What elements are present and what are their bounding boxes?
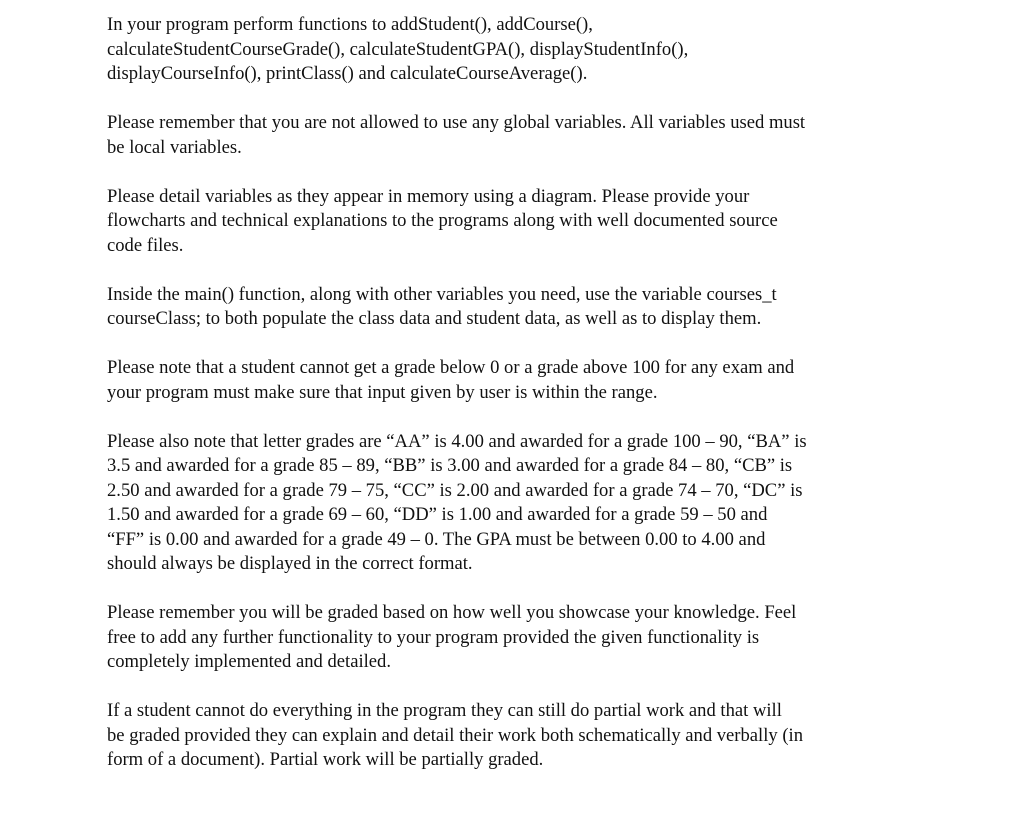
text-line: 2.50 and awarded for a grade 79 – 75, “CC” is 2.00 and awarded for a grade 74 – 70, “DC” is bbox=[107, 479, 803, 501]
text-line: free to add any further functionality to your program provided the given functionality is bbox=[107, 626, 760, 648]
text-line: Please note that a student cannot get a grade below 0 or a grade above 100 for any exam and bbox=[107, 357, 795, 378]
text-line: calculateStudentCourseGrade(), calculateStudentGPA(), displayStudentInfo(), bbox=[107, 38, 689, 60]
text-line: should always be displayed in the correct format. bbox=[107, 553, 473, 574]
text-line: If a student cannot do everything in the program they can still do partial work and that will bbox=[107, 700, 782, 721]
text-line: flowcharts and technical explanations to the programs along with well documented source bbox=[107, 210, 778, 231]
text-line: completely implemented and detailed. bbox=[107, 651, 391, 672]
text-line: In your program perform functions to addStudent(), addCourse(), bbox=[107, 14, 593, 35]
text-line: displayCourseInfo(), printClass() and calculateCourseAverage(). bbox=[107, 63, 588, 84]
paragraph-no-global-variables bbox=[107, 111, 937, 160]
text-line: Inside the main() function, along with other variables you need, use the variable courses_t bbox=[107, 283, 777, 305]
text-line: your program must make sure that input given by user is within the range. bbox=[107, 381, 658, 403]
text-line: Please remember you will be graded based on how well you showcase your knowledge. Feel bbox=[107, 602, 797, 623]
text-line: Please remember that you are not allowed to use any global variables. All variables used must bbox=[107, 112, 806, 133]
paragraph-memory-diagram bbox=[107, 185, 937, 259]
paragraph-main-function bbox=[107, 283, 937, 332]
text-line: Please also note that letter grades are “AA” is 4.00 and awarded for a grade 100 – 90, “BA” is bbox=[107, 430, 807, 452]
document-page bbox=[107, 13, 937, 797]
paragraph-letter-grades bbox=[107, 430, 937, 577]
text-line: be local variables. bbox=[107, 136, 242, 158]
text-line: courseClass; to both populate the class data and student data, as well as to display them. bbox=[107, 308, 762, 329]
text-line: be graded provided they can explain and detail their work both schematically and verbally (in bbox=[107, 724, 803, 746]
text-line: “FF” is 0.00 and awarded for a grade 49 – 0. The GPA must be between 0.00 to 4.00 and bbox=[107, 528, 766, 550]
text-line: 1.50 and awarded for a grade 69 – 60, “DD” is 1.00 and awarded for a grade 59 – 50 and bbox=[107, 504, 768, 525]
paragraph-grading-criteria bbox=[107, 601, 937, 675]
paragraph-required-functions bbox=[107, 13, 937, 87]
text-line: 3.5 and awarded for a grade 85 – 89, “BB” is 3.00 and awarded for a grade 84 – 80, “CB” is bbox=[107, 455, 793, 476]
paragraph-grade-range bbox=[107, 356, 937, 405]
text-line: form of a document). Partial work will be partially graded. bbox=[107, 749, 544, 770]
text-line: code files. bbox=[107, 234, 184, 256]
paragraph-partial-work bbox=[107, 699, 937, 773]
text-line: Please detail variables as they appear in memory using a diagram. Please provide your bbox=[107, 185, 750, 207]
